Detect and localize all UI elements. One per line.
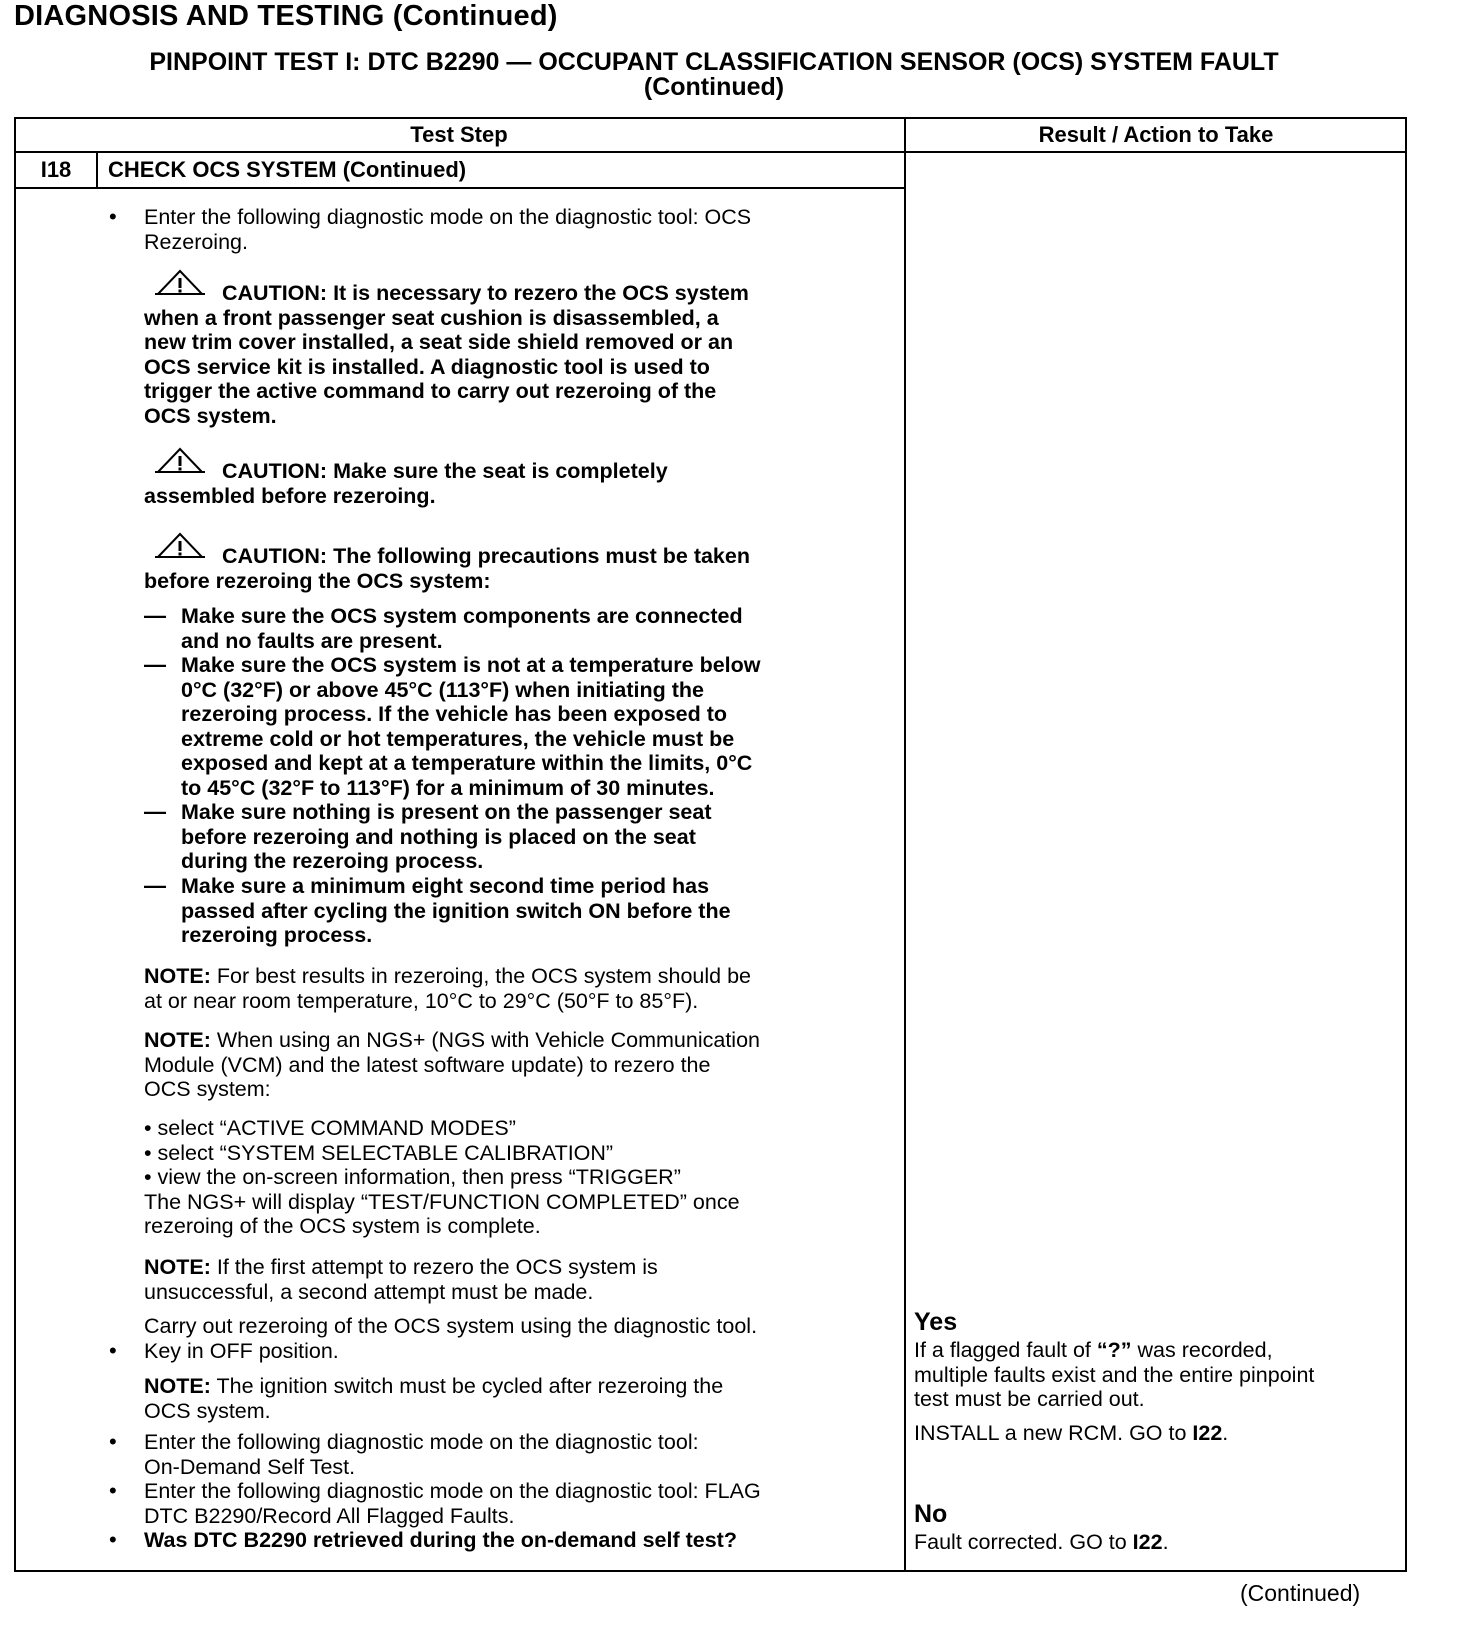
goto-step-link: I22 [1132,1530,1163,1554]
result-yes-action [914,1421,1228,1446]
text-line: unsuccessful, a second attempt must be made. [144,1279,594,1304]
text-line: rezeroing of the OCS system is complete. [144,1214,541,1238]
precaution-item [181,800,711,874]
text-line: when a front passenger seat cushion is disassembled, a [144,305,719,330]
text-line: • view the on-screen information, then press “TRIGGER” [144,1165,681,1189]
text-line: The NGS+ will display “TEST/FUNCTION COMPLETED” once [144,1189,740,1214]
step-id-divider [96,151,98,188]
text-line: before rezeroing the OCS system: [144,568,491,593]
test-title-line2: (Continued) [643,73,785,101]
note-block [144,964,751,1013]
precaution-item [181,653,761,800]
text-line: • select “SYSTEM SELECTABLE CALIBRATION” [144,1140,614,1165]
caution-block [144,281,749,428]
text-line: rezeroing process. If the vehicle has been exposed to [181,702,728,726]
text-line: 0°C (32°F) or above 45°C (113°F) when initiating the [181,677,705,702]
text-line: test must be carried out. [914,1387,1145,1411]
dash-marker: — [144,799,166,824]
text-line: at or near room temperature, 10°C to 29°C (50°F to 85°F). [144,988,699,1013]
text-line: On-Demand Self Test. [144,1454,356,1479]
note-block [144,1255,658,1304]
result-yes-text [914,1338,1314,1412]
note-text: When using an NGS+ (NGS with Vehicle Communication [210,1028,760,1052]
column-divider [904,117,906,1572]
action-text: . [1162,1530,1169,1554]
precaution-item [181,604,743,653]
step-id: I18 [40,157,72,182]
note-block [144,1028,760,1102]
text-line: CAUTION: The following precautions must be taken [222,544,750,568]
dash-marker: — [144,873,166,898]
note-label: NOTE: [144,1374,211,1398]
yes-text-a: If a flagged fault of [914,1338,1097,1362]
text-line [144,1255,658,1280]
text-line: Rezeroing. [144,229,248,254]
page-heading: DIAGNOSIS AND TESTING (Continued) [14,0,558,32]
text-line [144,1374,723,1399]
text-line: new trim cover installed, a seat side shield removed or an [144,330,734,354]
text-line: Make sure nothing is present on the passenger seat [181,800,712,824]
text-line: • select “ACTIVE COMMAND MODES” [144,1116,516,1140]
text-line: OCS system. [144,403,277,428]
step-title: CHECK OCS SYSTEM (Continued) [108,157,467,182]
text-line: during the rezeroing process. [181,849,484,873]
header-test-step: Test Step [410,122,508,147]
bullet-dot: • [109,204,117,229]
text-line: to 45°C (32°F to 113°F) for a minimum of 30 minutes. [181,775,715,800]
bullet-dot: • [109,1429,117,1454]
step-instruction [144,1479,761,1528]
text-line: Enter the following diagnostic mode on the diagnostic tool: OCS [144,205,752,229]
dash-marker: — [144,603,166,628]
text-line [914,1338,1314,1363]
continued-footer: (Continued) [1240,1580,1361,1606]
step-instruction [144,1430,699,1479]
bullet-dot: • [109,1478,117,1503]
text-line: before rezeroing and nothing is placed on the seat [181,824,696,849]
step-instruction: Key in OFF position. [144,1339,339,1363]
note-text: The ignition switch must be cycled after rezeroing the [210,1374,724,1398]
note-text: If the first attempt to rezero the OCS system is [210,1255,658,1279]
precaution-item [181,874,731,948]
text-line: CAUTION: Make sure the seat is completely [222,459,668,483]
note-label: NOTE: [144,1255,211,1279]
text-line: OCS system. [144,1398,271,1423]
text-line: OCS system: [144,1077,271,1101]
bullet-dot: • [109,1527,117,1552]
text-line: DTC B2290/Record All Flagged Faults. [144,1503,515,1528]
text-line: Enter the following diagnostic mode on the diagnostic tool: FLAG [144,1479,761,1503]
text-line [144,1028,760,1053]
yes-text-c: was recorded, [1131,1338,1273,1362]
goto-step-link: I22 [1192,1421,1223,1445]
note-label: NOTE: [144,1028,211,1052]
caution-block [144,459,668,508]
text-line: Make sure a minimum eight second time period has [181,874,710,898]
ngs-instructions [144,1116,740,1239]
text-line: Module (VCM) and the latest software update) to rezero the [144,1052,711,1077]
pinpoint-test-title [14,50,1414,100]
result-yes-label: Yes [914,1308,958,1336]
text-line: multiple faults exist and the entire pinpoint [914,1362,1315,1387]
result-no-action [914,1530,1169,1555]
step-instruction [144,205,751,254]
action-text: Fault corrected. GO to [914,1530,1133,1554]
note-text: For best results in rezeroing, the OCS system should be [210,964,752,988]
note-label: NOTE: [144,964,211,988]
step-row-rule [14,187,905,189]
result-no-label: No [914,1500,948,1528]
text-line: rezeroing process. [181,923,373,947]
text-line: Make sure the OCS system is not at a temperature below [181,653,761,677]
note-block [144,1374,723,1423]
text-line: and no faults are present. [181,628,443,653]
text-line: passed after cycling the ignition switch ON before the [181,898,731,923]
header-result-action: Result / Action to Take [1038,122,1274,147]
text-line: trigger the active command to carry out rezeroing of the [144,379,717,403]
action-text: . [1222,1421,1229,1445]
dash-marker: — [144,652,166,677]
text-line: assembled before rezeroing. [144,483,436,508]
text-line: exposed and kept at a temperature within the limits, 0°C [181,751,753,775]
text-line [144,964,751,989]
bullet-dot: • [109,1338,117,1363]
yes-text-b: “?” [1096,1338,1132,1362]
text-line: extreme cold or hot temperatures, the vehicle must be [181,726,735,751]
text-line: OCS service kit is installed. A diagnostic tool is used to [144,354,710,379]
action-text: INSTALL a new RCM. GO to [914,1421,1193,1445]
caution-block [144,544,750,593]
text-line: Make sure the OCS system components are connected [181,604,743,628]
test-title-line1: PINPOINT TEST I: DTC B2290 — OCCUPANT CLASSIFICATION SENSOR (OCS) SYSTEM FAULT [149,48,1279,76]
carry-out-instruction: Carry out rezeroing of the OCS system using the diagnostic tool. [144,1314,758,1338]
step-question: Was DTC B2290 retrieved during the on-demand self test? [144,1528,737,1552]
text-line: Enter the following diagnostic mode on the diagnostic tool: [144,1430,699,1454]
text-line: CAUTION: It is necessary to rezero the OCS system [222,281,749,305]
